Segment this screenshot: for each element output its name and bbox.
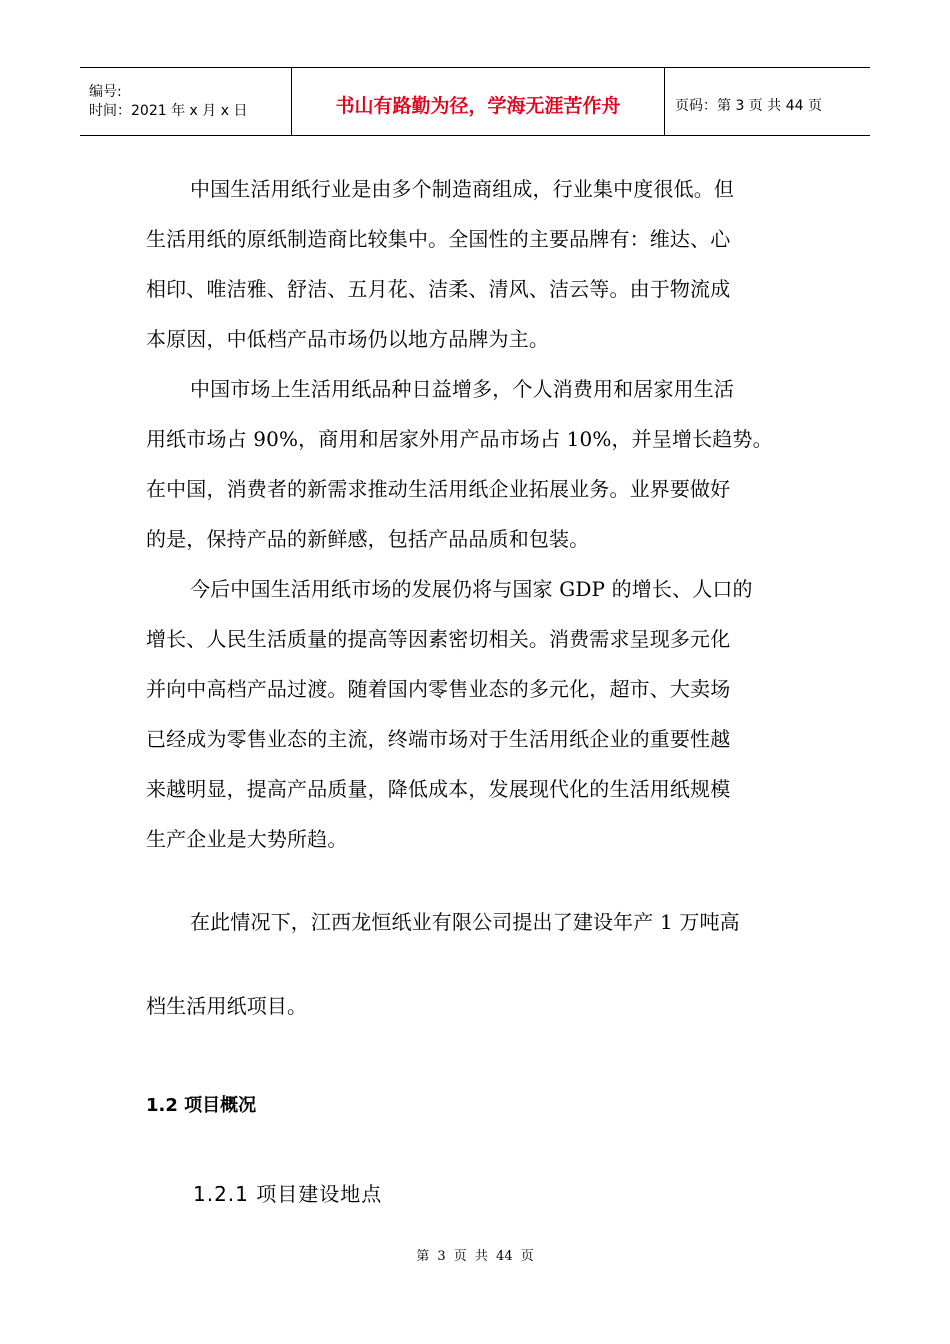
body-paragraph-1: 中国生活用纸行业是由多个制造商组成，行业集中度很低。但 生活用纸的原纸制造商比较集中。全国性的主要品牌有：维达、心 相印、唯洁雅、舒洁、五月花、洁柔、清风、洁云等。由于物流成 本原因，中低档产品市场仍以地方品牌为主。: [146, 177, 735, 351]
section-heading-1-2-1: 1.2.1 项目建设地点: [193, 1182, 383, 1206]
document-body: [146, 164, 836, 1048]
page-header: [80, 67, 870, 136]
page-footer: 第 3 页 共 44 页: [416, 1249, 534, 1264]
body-paragraph-3: 今后中国生活用纸市场的发展仍将与国家 GDP 的增长、人口的 增长、人民生活质量的提高等因素密切相关。消费需求呈现多元化 并向中高档产品过渡。随着国内零售业态的多元化，超市、大卖场 已经成为零售业态的主流，终端市场对于生活用纸企业的重要性越 来越明显，提高产品质量，降低成本，发展现代化的生活用纸规模 生产企业是大势所趋。: [146, 577, 753, 851]
body-paragraph-2: 中国市场上生活用纸品种日益增多，个人消费用和居家用生活 用纸市场占 90%，商用和居家外用产品市场占 10%，并呈增长趋势。 在中国，消费者的新需求推动生活用纸企业拓展业务。业界要做好 的是，保持产品的新鲜感，包括产品品质和包装。: [146, 377, 773, 551]
header-info-cell: [80, 68, 292, 136]
section-heading-1-2: 1.2 项目概况: [146, 1095, 257, 1116]
document-time-label: 时间：2021 年 x 月 x 日: [89, 102, 248, 119]
header-page-number: 页码：第 3 页 共 44 页: [665, 68, 871, 136]
document-number-label: 编号:: [89, 83, 122, 100]
body-paragraph-4: 在此情况下，江西龙恒纸业有限公司提出了建设年产 1 万吨高 档生活用纸项目。: [146, 910, 740, 1018]
header-motto: 书山有路勤为径，学海无涯苦作舟: [292, 68, 665, 136]
